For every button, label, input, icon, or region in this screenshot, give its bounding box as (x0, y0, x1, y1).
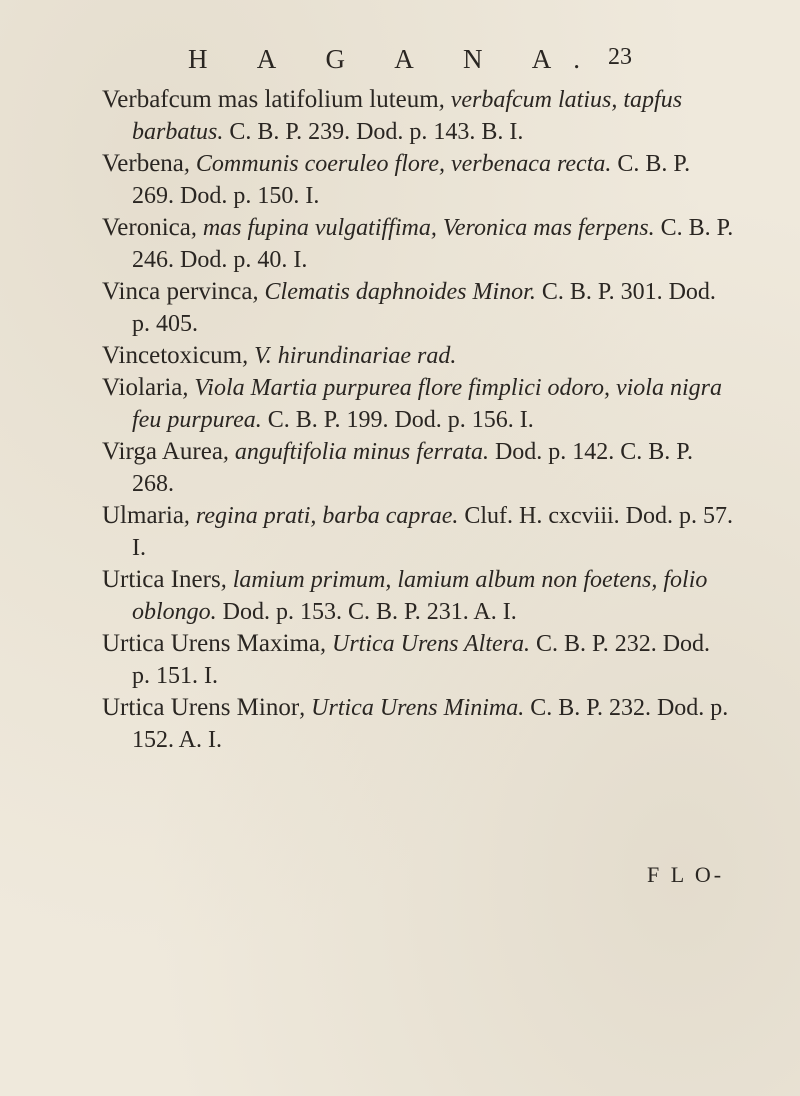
entry-name: Vincetoxicum (102, 342, 243, 369)
entry-name: Ulmaria (102, 502, 184, 529)
entry-references: C. B. P. 239. Dod. p. 143. B. I. (223, 119, 524, 145)
entry-synonyms: , Viola Martia purpurea flore fimplici odoro, viola nigra feu purpurea. (132, 375, 722, 433)
entry-references: Dod. p. 142. C. B. P. 268. (132, 439, 693, 497)
list-item (102, 372, 734, 436)
list-item (102, 564, 734, 628)
page-number: 23 (608, 44, 632, 70)
list-item (102, 692, 734, 756)
entry-references: Cluf. H. cxcviii. Dod. p. 57. I. (132, 503, 733, 561)
entry-name: Verbafcum mas latifolium luteum (102, 86, 439, 113)
entry-synonyms: , mas fupina vulgatiffima, Veronica mas ferpens. (190, 215, 655, 241)
entry-synonyms: , Communis coeruleo flore, verbenaca recta. (183, 151, 612, 177)
entry-references: C. B. P. 301. Dod. p. 405. (132, 279, 716, 337)
page-title: H A G A N A. (188, 44, 603, 74)
entry-name: Violaria (102, 374, 183, 401)
list-item (102, 84, 734, 148)
entry-synonyms: , V. hirundinariae rad. (242, 343, 457, 369)
entry-synonyms: , anguftifolia minus ferrata. (222, 439, 489, 465)
entry-references: C. B. P. 199. Dod. p. 156. I. (261, 407, 534, 433)
entry-synonyms: , Clematis daphnoides Minor. (252, 279, 536, 305)
entry-name: Veronica (102, 214, 191, 241)
plant-list (102, 84, 734, 756)
entry-synonyms: , verbafcum latius, tapfus barbatus. (132, 87, 683, 145)
entry-synonyms: , lamium primum, lamium album non foetens, folio oblongo. (132, 567, 708, 625)
entry-name: Verbena (102, 150, 184, 177)
entry-synonyms: , Urtica Urens Minima. (299, 695, 525, 721)
entry-name: Urtica Urens Minor (102, 694, 300, 721)
list-item (102, 340, 734, 372)
entry-synonyms: , regina prati, barba caprae. (183, 503, 459, 529)
entry-name: Vinca pervinca (102, 278, 253, 305)
list-item (102, 148, 734, 212)
entry-references: C. B. P. 232. Dod. p. 151. I. (132, 631, 711, 689)
entry-references: Dod. p. 153. C. B. P. 231. A. I. (216, 599, 517, 625)
list-item (102, 436, 734, 500)
entry-references: C. B. P. 246. Dod. p. 40. I. (132, 215, 734, 273)
entry-references: C. B. P. 269. Dod. p. 150. I. (132, 151, 691, 209)
catchword: F L O- (647, 862, 725, 887)
entry-references: C. B. P. 232. Dod. p. 152. A. I. (132, 695, 729, 753)
entry-name: Urtica Iners (102, 566, 221, 593)
list-item (102, 212, 734, 276)
entry-name: Urtica Urens Maxima (102, 630, 320, 657)
entry-name: Virga Aurea (102, 438, 223, 465)
list-item (102, 500, 734, 564)
list-item (102, 628, 734, 692)
entry-synonyms: , Urtica Urens Altera. (319, 631, 530, 657)
list-item (102, 276, 734, 340)
